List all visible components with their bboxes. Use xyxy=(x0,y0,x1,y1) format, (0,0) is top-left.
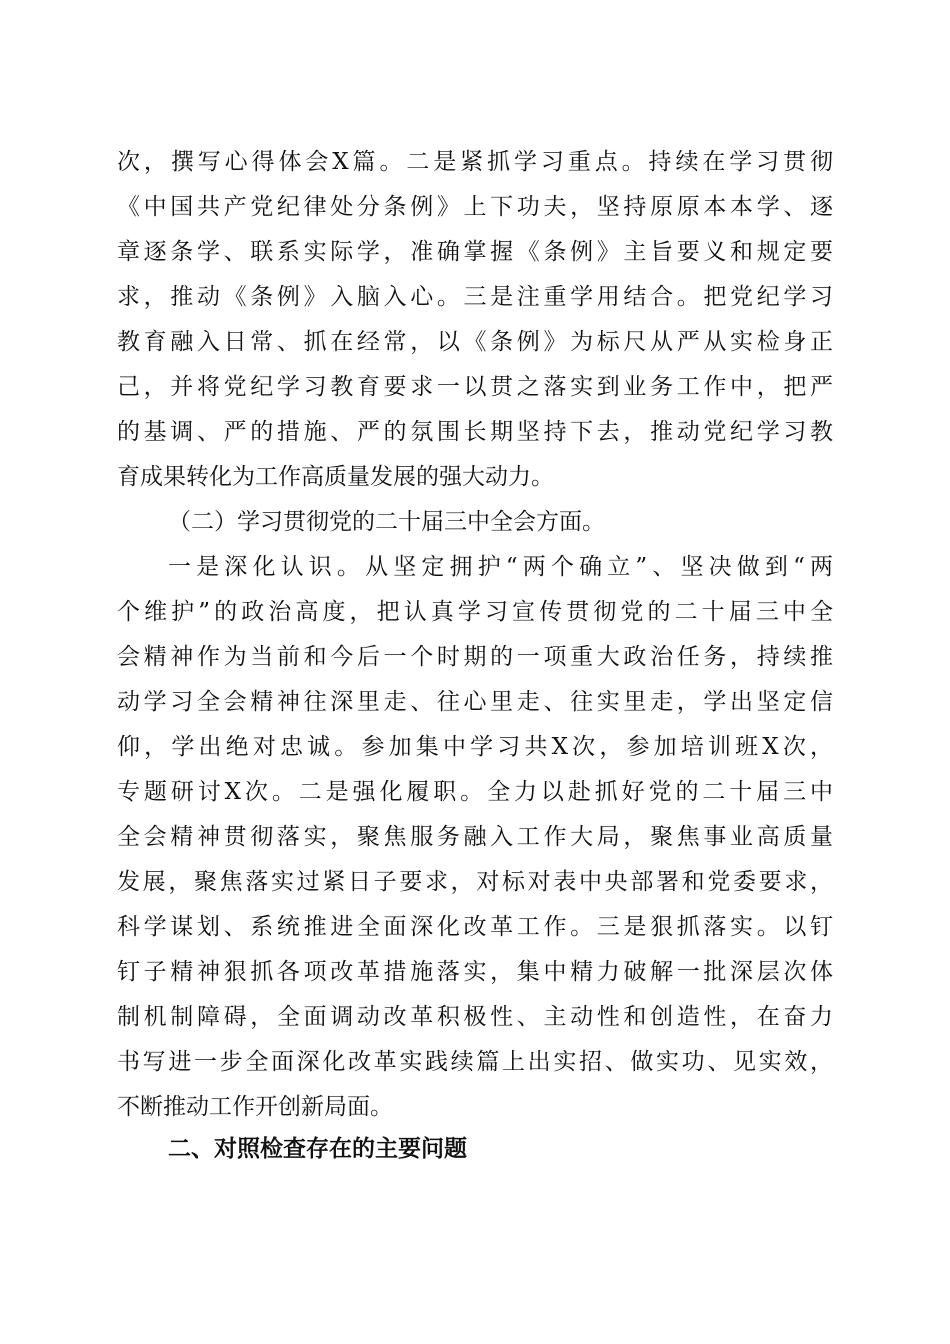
subsection-heading: （二）学习贯彻党的二十届三中全会方面。 xyxy=(168,509,605,535)
body-text-line: 的基调、严的措施、严的氛围长期坚持下去，推动党纪学习教 xyxy=(117,419,833,445)
section-heading: 二、对照检查存在的主要问题 xyxy=(168,1136,467,1162)
body-text-line: 己，并将党纪学习教育要求一以贯之落实到业务工作中，把严 xyxy=(117,374,833,400)
body-text-line: 仰，学出绝对忠诚。参加集中学习共X次，参加培训班X次， xyxy=(117,734,833,760)
body-text-line: 一是深化认识。从坚定拥护“两个确立”、坚决做到“两 xyxy=(168,554,833,580)
body-text-line: 科学谋划、系统推进全面深化改革工作。三是狠抓落实。以钉 xyxy=(117,914,833,940)
body-text-line: 求，推动《条例》入脑入心。三是注重学用结合。把党纪学习 xyxy=(117,284,833,310)
body-text-line: 个维护”的政治高度，把认真学习宣传贯彻党的二十届三中全 xyxy=(117,599,833,625)
body-text-line: 全会精神贯彻落实，聚焦服务融入工作大局，聚焦事业高质量 xyxy=(117,824,833,850)
body-text-line: 钉子精神狠抓各项改革措施落实，集中精力破解一批深层次体 xyxy=(117,959,833,985)
body-text-line: 不断推动工作开创新局面。 xyxy=(117,1094,393,1120)
body-text-line: 制机制障碍，全面调动改革积极性、主动性和创造性，在奋力 xyxy=(117,1004,833,1030)
body-text-line: 章逐条学、联系实际学，准确掌握《条例》主旨要义和规定要 xyxy=(117,239,833,265)
body-text-line: 次，撰写心得体会X篇。二是紧抓学习重点。持续在学习贯彻 xyxy=(117,149,833,175)
body-text-line: 专题研讨X次。二是强化履职。全力以赴抓好党的二十届三中 xyxy=(117,779,833,805)
body-text-line: 教育融入日常、抓在经常，以《条例》为标尺从严从实检身正 xyxy=(117,329,833,355)
body-text-line: 《中国共产党纪律处分条例》上下功夫，坚持原原本本学、逐 xyxy=(117,194,833,220)
body-text-line: 育成果转化为工作高质量发展的强大动力。 xyxy=(117,464,554,490)
body-text-line: 发展，聚焦落实过紧日子要求，对标对表中央部署和党委要求， xyxy=(117,869,833,895)
body-text-line: 会精神作为当前和今后一个时期的一项重大政治任务，持续推 xyxy=(117,644,833,670)
body-text-line: 书写进一步全面深化改革实践续篇上出实招、做实功、见实效， xyxy=(117,1049,833,1075)
body-text-line: 动学习全会精神往深里走、往心里走、往实里走，学出坚定信 xyxy=(117,689,833,715)
